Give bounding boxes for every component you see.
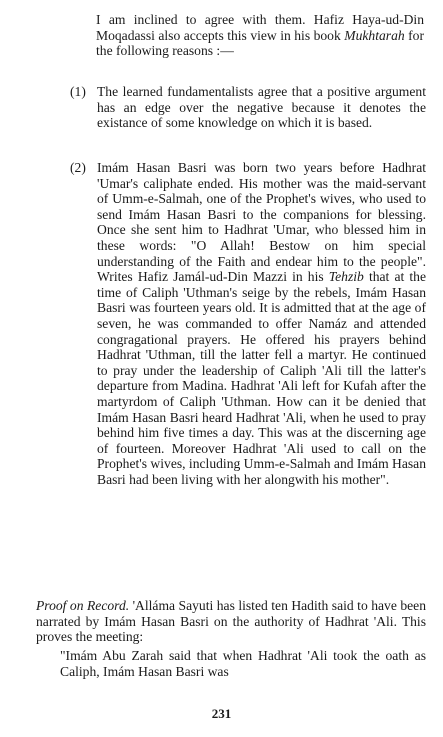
reason-2-book-title: Tehzib xyxy=(328,269,364,285)
reason-item-1 xyxy=(70,84,426,131)
reason-item-2 xyxy=(70,160,426,487)
proof-heading: Proof on Record. xyxy=(36,598,130,613)
reason-text-2 xyxy=(97,160,426,487)
quote-paragraph: "Imám Abu Zarah said that when Hadhrat 'Ali took the oath as Caliph, Imám Hasan Basri was xyxy=(60,648,426,679)
intro-paragraph xyxy=(96,12,424,59)
proof-paragraph xyxy=(36,598,426,645)
reason-2-text-part-2: that at the time of Caliph 'Uthman's seige by the rebels, Imám Hasan Basri was fourteen years old. It is admitted that at the age of seven, he was commanded to offer Namáz and attended congragational prayers. He offered his prayers behind Hadhrat 'Uthman, till the latter fell a martyr. He continued to pray under the leadership of Caliph 'Ali till the latter's departure from Madina. Hadhrat 'Ali left for Kufah after the martyrdom of Caliph 'Uthman. How can it be denied that Imám Hasan Basri heard Hadhrat 'Ali, when he used to pray behind him five times a day. This was at the discerning age of fourteen. Moreover Hadhrat 'Ali used to call on the Prophet's wives, including Umm-e-Salmah and Imám Hasan Basri had been living with her alongwith his mother". xyxy=(97,269,427,487)
reason-text-1: The learned fundamentalists agree that a positive argument has an edge over the negative because it denotes the existance of some knowledge on which it is based. xyxy=(97,84,426,131)
reason-number-1: (1) xyxy=(70,84,86,99)
page-number: 231 xyxy=(211,706,232,721)
proof-text: 'Alláma Sayuti has listed ten Hadith said to have been narrated by Imám Hasan Basri on the authority of Hadhrat 'Ali. This proves the meeting: xyxy=(36,598,426,645)
intro-book-title: Mukhtarah xyxy=(344,27,405,43)
intro-text-2: for the following reasons :— xyxy=(96,27,424,59)
reason-number-2: (2) xyxy=(70,160,86,175)
reason-2-text-part-1: Imám Hasan Basri was born two years before Hadhrat 'Umar's caliphate ended. His mother was the maid-servant of Umm-e-Salmah, one of the Prophet's wives, who used to send Imám Hasan Basri to the companions for blessing. Once she sent him to Hadhrat 'Umar, who blessed him in these words: "O Allah! Bestow on him special understanding of the Faith and endear him to the people". Writes Hafiz Jamál-ud-Din Mazzi in his xyxy=(97,160,426,285)
intro-text-1: I am inclined to agree with them. Hafiz Haya-ud-Din Moqadassi also accepts this view in his book xyxy=(96,12,424,43)
